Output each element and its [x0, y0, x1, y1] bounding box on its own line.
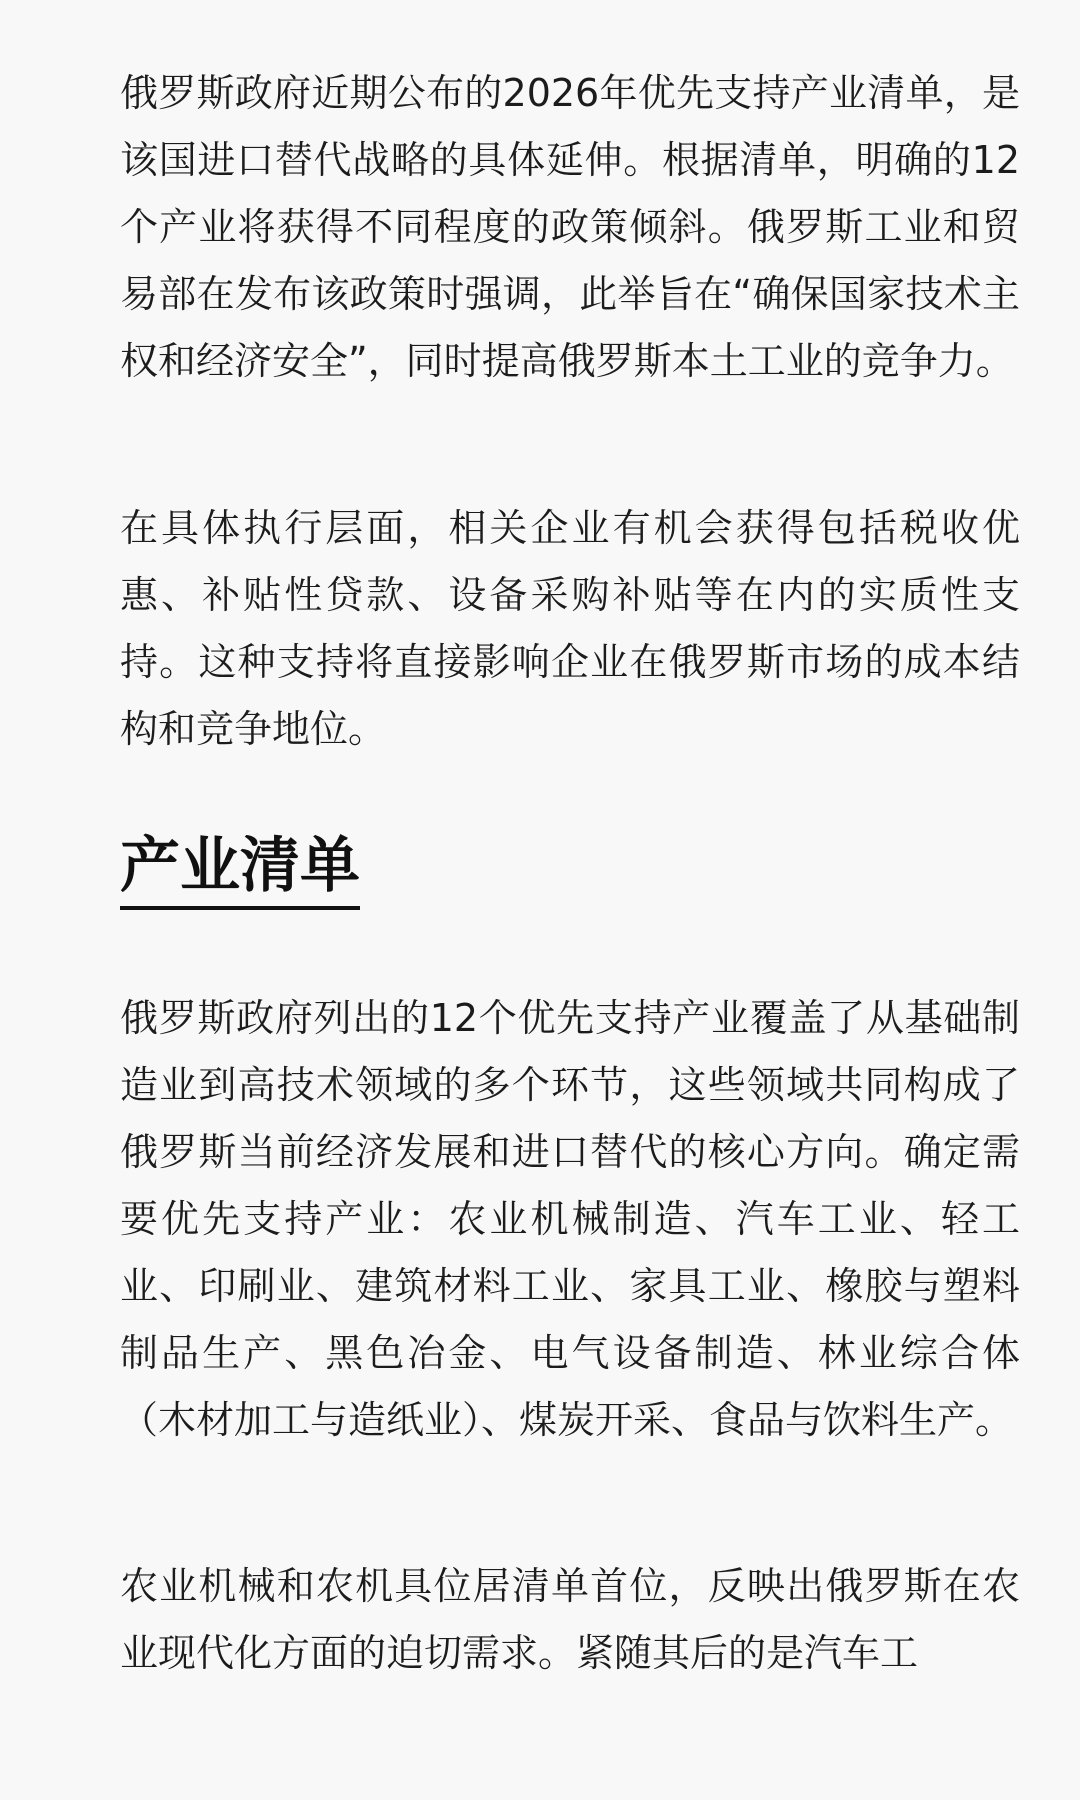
intro-paragraph-1: 俄罗斯政府近期公布的2026年优先支持产业清单，是该国进口替代战略的具体延伸。根据清单，明确的12个产业将获得不同程度的政策倾斜。俄罗斯工业和贸易部在发布该政策时强调，此举旨在“确保国家技术主权和经济安全”，同时提高俄罗斯本土工业的竞争力。	[120, 71, 1020, 383]
section-paragraph-1: 俄罗斯政府列出的12个优先支持产业覆盖了从基础制造业到高技术领域的多个环节，这些领域共同构成了俄罗斯当前经济发展和进口替代的核心方向。确定需要优先支持产业：农业机械制造、汽车工业、轻工业、印刷业、建筑材料工业、家具工业、橡胶与塑料制品生产、黑色冶金、电气设备制造、林业综合体（木材加工与造纸业）、煤炭开采、食品与饮料生产。	[120, 996, 1020, 1442]
section-heading: 产业清单	[120, 830, 360, 910]
intro-paragraph-2: 在具体执行层面，相关企业有机会获得包括税收优惠、补贴性贷款、设备采购补贴等在内的实质性支持。这种支持将直接影响企业在俄罗斯市场的成本结构和竞争地位。	[120, 506, 1020, 751]
section-paragraph-2: 农业机械和农机具位居清单首位，反映出俄罗斯在农业现代化方面的迫切需求。紧随其后的是汽车工	[120, 1564, 1020, 1675]
